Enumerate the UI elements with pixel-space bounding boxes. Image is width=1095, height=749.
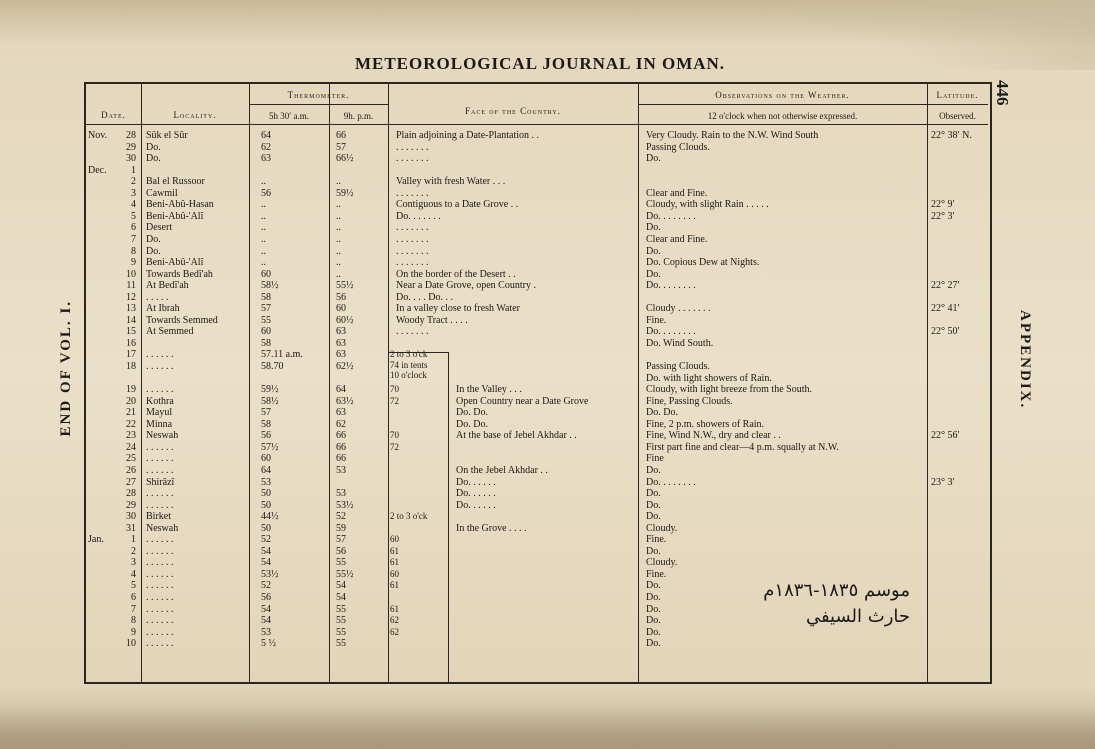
day-cell: 26 <box>126 464 136 476</box>
therm-am-cell: .. <box>261 257 266 269</box>
therm-am-cell: 58½ <box>261 280 279 292</box>
header-thermometer: Thermometer. <box>287 90 350 100</box>
day-cell: 31 <box>126 522 136 534</box>
therm-am-cell: 58 <box>261 291 271 303</box>
observation-cell: Do. Do. <box>646 407 678 419</box>
locality-cell: . . . . . . <box>146 603 174 615</box>
locality-cell: . . . . . . <box>146 453 174 465</box>
therm-pm-cell: .. <box>336 268 341 280</box>
time-reading-cell: 61 <box>390 557 399 568</box>
day-cell: 11 <box>126 280 136 292</box>
latitude-cell: 22° 27′ <box>931 280 960 292</box>
observation-cell: Do. <box>646 268 661 280</box>
header-bottom-rule <box>86 124 988 125</box>
face-cell: On the border of the Desert . . <box>396 268 516 280</box>
day-cell: 3 <box>131 187 136 199</box>
therm-pm-cell: 55 <box>336 638 346 650</box>
page-fold-shadow <box>795 0 1095 70</box>
therm-am-cell: 54 <box>261 557 271 569</box>
therm-pm-cell: 64 <box>336 384 346 396</box>
face-cell: At the base of Jebel Akhdar . . <box>456 430 577 442</box>
header-observations-sub: 12 o'clock when not otherwise expressed. <box>707 111 858 121</box>
therm-pm-cell: 66 <box>336 441 346 453</box>
page-bottom-edge <box>0 709 1095 749</box>
time-reading-cell: 72 <box>390 441 399 452</box>
therm-am-cell: 58.70 <box>261 361 284 372</box>
observation-cell: Passing Clouds. <box>646 361 710 372</box>
therm-am-cell: 44½ <box>261 511 279 523</box>
latitude-cell: 22° 41′ <box>931 303 960 315</box>
therm-pm-cell: 63 <box>336 349 346 361</box>
therm-am-cell: .. <box>261 222 266 234</box>
therm-pm-cell: 63 <box>336 407 346 419</box>
header-latitude: Latitude. <box>936 90 979 100</box>
face-cell: . . . . . . . <box>396 222 429 234</box>
locality-cell: . . . . . . <box>146 568 174 580</box>
observation-cell: Do. <box>646 464 661 476</box>
locality-cell: . . . . . . <box>146 626 174 638</box>
column-rule <box>329 84 330 682</box>
column-rule <box>141 84 142 682</box>
face-cell: Do. . . . . . . <box>396 210 441 222</box>
observation-cell: Do. Wind South. <box>646 337 714 349</box>
locality-cell: . . . . . . <box>146 534 174 546</box>
therm-pm-cell: 62½ <box>336 361 354 372</box>
locality-cell: At Semmed <box>146 326 194 338</box>
time-reading-cell: 60 <box>390 534 399 545</box>
therm-am-cell: 54 <box>261 615 271 627</box>
therm-am-cell: 60 <box>261 326 271 338</box>
therm-pm-cell: 55 <box>336 603 346 615</box>
face-cell: Do. . . . . . <box>456 499 496 511</box>
observation-cell: Do. <box>646 488 661 500</box>
therm-am-cell: .. <box>261 210 266 222</box>
header-rule <box>638 104 988 105</box>
day-cell: 9 <box>131 257 136 269</box>
face-cell: . . . . . . . <box>396 326 429 338</box>
face-cell: . . . . . . . <box>396 187 429 199</box>
day-cell: 20 <box>126 395 136 407</box>
therm-am-cell: 59½ <box>261 384 279 396</box>
observation-cell: Do. <box>646 592 661 603</box>
day-cell: 1 <box>131 534 136 546</box>
observation-cell: Do. <box>646 545 661 557</box>
observation-cell: Do. . . . . . . . <box>646 280 696 292</box>
day-cell: 8 <box>131 615 136 627</box>
therm-pm-cell: 54 <box>336 580 346 592</box>
observation-cell: Do. <box>646 603 661 615</box>
therm-am-cell: 60 <box>261 268 271 280</box>
observation-cell: Do. . . . . . . . <box>646 210 696 222</box>
therm-pm-cell: 53 <box>336 464 346 476</box>
therm-am-cell: 58 <box>261 337 271 349</box>
face-cell: . . . . . . . <box>396 233 429 245</box>
therm-am-cell: 58 <box>261 418 271 430</box>
header-therm-am: 5h 30′ a.m. <box>269 111 309 121</box>
therm-pm-cell: 66 <box>336 130 346 141</box>
therm-am-cell: 50 <box>261 522 271 534</box>
therm-am-cell: 54 <box>261 545 271 557</box>
locality-cell: Do. <box>146 153 161 165</box>
day-cell: 6 <box>131 592 136 603</box>
therm-pm-cell: .. <box>336 233 341 245</box>
face-cell: In the Valley . . . <box>456 384 522 396</box>
day-cell: 30 <box>126 153 136 165</box>
observation-cell: Fine. <box>646 314 667 326</box>
face-cell: Woody Tract . . . . <box>396 314 468 326</box>
therm-pm-cell: 66 <box>336 453 346 465</box>
therm-pm-cell: 63 <box>336 326 346 338</box>
locality-cell: Towards Semmed <box>146 314 218 326</box>
observation-cell: Fine, Passing Clouds. <box>646 395 733 407</box>
header-date: Date. <box>101 110 126 120</box>
therm-am-cell: .. <box>261 233 266 245</box>
time-reading-cell: 61 <box>390 580 399 591</box>
therm-am-cell: .. <box>261 199 266 211</box>
therm-pm-cell: 56 <box>336 545 346 557</box>
day-cell: 7 <box>131 233 136 245</box>
face-cell: Near a Date Grove, open Country . <box>396 280 536 292</box>
therm-pm-cell: 55½ <box>336 280 354 292</box>
day-cell: 21 <box>126 407 136 419</box>
column-rule <box>249 84 250 682</box>
face-cell: . . . . . . . <box>396 257 429 269</box>
day-cell: 22 <box>126 418 136 430</box>
therm-am-cell: 52 <box>261 534 271 546</box>
face-cell: . . . . . . . <box>396 245 429 257</box>
face-cell: In the Grove . . . . <box>456 522 527 534</box>
locality-cell: Birket <box>146 511 171 523</box>
therm-am-cell: .. <box>261 176 266 188</box>
time-reading-cell: 62 <box>390 615 399 626</box>
day-cell: 16 <box>126 337 136 349</box>
day-cell: 4 <box>131 568 136 580</box>
time-reading-cell: 61 <box>390 603 399 614</box>
day-cell: 3 <box>131 557 136 569</box>
face-cell: Do. Do. <box>456 418 488 430</box>
face-cell: In a valley close to fresh Water <box>396 303 520 315</box>
observation-cell: Do. Copious Dew at Nights. <box>646 257 760 269</box>
latitude-cell: 23° 3′ <box>931 476 955 488</box>
column-rule <box>388 84 389 682</box>
latitude-cell: 22° 50′ <box>931 326 960 338</box>
latitude-cell: 22° 9′ <box>931 199 955 211</box>
face-cell: . . . . . . . <box>396 153 429 165</box>
observation-cell: Do. <box>646 245 661 257</box>
observation-cell: Cloudy, with light breeze from the South. <box>646 384 812 396</box>
observation-cell: Very Cloudy. Rain to the N.W. Wind South <box>646 130 819 141</box>
time-reading-cell: 62 <box>390 626 399 637</box>
therm-am-cell: 56 <box>261 187 271 199</box>
locality-cell: . . . . . . <box>146 499 174 511</box>
therm-pm-cell: 52 <box>336 511 346 523</box>
therm-am-cell: 64 <box>261 130 271 141</box>
observation-cell: Do. . . . . . . . <box>646 476 696 488</box>
locality-cell: Mayul <box>146 407 173 419</box>
therm-am-cell: 53 <box>261 626 271 638</box>
therm-am-cell: 56 <box>261 592 271 603</box>
observation-cell: Do. . . . . . . . <box>646 326 696 338</box>
therm-pm-cell: 55 <box>336 557 346 569</box>
locality-cell: Neswah <box>146 430 179 442</box>
time-reading-cell: 72 <box>390 395 399 406</box>
locality-cell: . . . . . . <box>146 557 174 569</box>
therm-pm-cell: .. <box>336 199 341 211</box>
day-cell: 29 <box>126 499 136 511</box>
therm-pm-cell: 55 <box>336 626 346 638</box>
observation-cell: Fine, Wind N.W., dry and clear . . <box>646 430 781 442</box>
face-cell: . . . . . . . <box>396 141 429 153</box>
face-cell: Do. . . . Do. . . <box>396 291 453 303</box>
observation-cell: Fine. <box>646 568 667 580</box>
day-cell: 10 <box>126 638 136 650</box>
month-cell: Nov. <box>88 130 108 141</box>
locality-cell: . . . . . . <box>146 615 174 627</box>
locality-cell: . . . . . . <box>146 592 174 603</box>
observation-cell: Do. <box>646 222 661 234</box>
observation-cell: Fine. <box>646 534 667 546</box>
observation-cell: Do. <box>646 153 661 165</box>
therm-pm-cell: 57 <box>336 141 346 153</box>
locality-cell: . . . . . . <box>146 349 174 361</box>
header-therm-pm: 9h. p.m. <box>343 111 374 121</box>
observation-cell: Cloudy, with slight Rain . . . . . <box>646 199 769 211</box>
locality-cell: . . . . . . <box>146 580 174 592</box>
therm-pm-cell: 59 <box>336 522 346 534</box>
locality-cell: At Bedî'ah <box>146 280 189 292</box>
therm-am-cell: 50 <box>261 488 271 500</box>
observation-cell: Do. <box>646 499 661 511</box>
locality-cell: Do. <box>146 141 161 153</box>
face-cell: Open Country near a Date Grove <box>456 395 589 407</box>
observation-cell: Do. with light showers of Rain. <box>646 372 772 384</box>
day-cell: 6 <box>131 222 136 234</box>
observation-cell: First part fine and clear—4 p.m. squally at N.W. <box>646 441 839 453</box>
therm-am-cell: 60 <box>261 453 271 465</box>
observation-cell: Clear and Fine. <box>646 187 708 199</box>
observation-cell: Clear and Fine. <box>646 233 708 245</box>
locality-cell: Cawmil <box>146 187 178 199</box>
therm-pm-cell: .. <box>336 210 341 222</box>
day-cell: 18 <box>126 361 136 372</box>
time-reading-cell: 61 <box>390 545 399 556</box>
locality-cell: . . . . . . <box>146 361 174 372</box>
locality-cell: Towards Bedî'ah <box>146 268 213 280</box>
locality-cell: Desert <box>146 222 173 234</box>
locality-cell: . . . . . . <box>146 488 174 500</box>
day-cell: 12 <box>126 291 136 303</box>
locality-cell: Sûk el Sûr <box>146 130 188 141</box>
day-cell: 28 <box>126 488 136 500</box>
therm-am-cell: 57.11 a.m. <box>261 349 303 361</box>
header-observations: Observations on the Weather. <box>715 90 850 100</box>
latitude-cell: 22° 56′ <box>931 430 960 442</box>
day-cell: 17 <box>126 349 136 361</box>
page-title: METEOROLOGICAL JOURNAL IN OMAN. <box>354 54 726 73</box>
column-rule-time <box>448 352 449 682</box>
day-cell: 5 <box>131 210 136 222</box>
therm-pm-cell: 66½ <box>336 153 354 165</box>
month-cell: Dec. <box>88 164 107 176</box>
therm-am-cell: 54 <box>261 603 271 615</box>
therm-am-cell: .. <box>261 245 266 257</box>
observation-cell: Cloudy. <box>646 557 678 569</box>
day-cell: 27 <box>126 476 136 488</box>
therm-am-cell: 5 ½ <box>261 638 276 650</box>
face-cell: Do. Do. <box>456 407 488 419</box>
header-rule <box>249 104 388 105</box>
therm-am-cell: 52 <box>261 580 271 592</box>
day-cell: 14 <box>126 314 136 326</box>
therm-pm-cell: 54 <box>336 592 346 603</box>
locality-cell: . . . . . . <box>146 464 174 476</box>
day-cell: 23 <box>126 430 136 442</box>
observation-cell: Cloudy. <box>646 522 678 534</box>
time-reading-cell: 70 <box>390 430 399 441</box>
day-cell: 24 <box>126 441 136 453</box>
therm-pm-cell: 53½ <box>336 499 354 511</box>
page-number: 446 <box>993 80 1012 106</box>
column-rule <box>927 84 928 682</box>
observation-cell: Fine <box>646 453 664 465</box>
locality-cell: . . . . . <box>146 291 169 303</box>
therm-pm-cell: 63½ <box>336 395 354 407</box>
observation-cell: Fine, 2 p.m. showers of Rain. <box>646 418 765 430</box>
therm-am-cell: 55 <box>261 314 271 326</box>
locality-cell: Bal el Russoor <box>146 176 205 188</box>
day-cell: 30 <box>126 511 136 523</box>
time-reading-cell: 2 to 3 o'ck <box>390 349 428 360</box>
day-cell: 19 <box>126 384 136 396</box>
left-margin-text: END OF VOL. I. <box>58 300 74 437</box>
locality-cell: . . . . . . <box>146 638 174 650</box>
day-cell: 10 <box>126 268 136 280</box>
locality-cell: . . . . . . <box>146 545 174 557</box>
locality-cell: Beni-Abû-'Alî <box>146 257 204 269</box>
observation-cell: Cloudy . . . . . . . <box>646 303 711 315</box>
day-cell: 8 <box>131 245 136 257</box>
locality-cell: Do. <box>146 233 161 245</box>
therm-pm-cell: 57 <box>336 534 346 546</box>
therm-am-cell: 63 <box>261 153 271 165</box>
therm-am-cell: 56 <box>261 430 271 442</box>
time-reading-cell: 70 <box>390 384 399 395</box>
face-cell: Contiguous to a Date Grove . . <box>396 199 519 211</box>
day-cell: 15 <box>126 326 136 338</box>
face-cell: Plain adjoining a Date-Plantation . . <box>396 130 540 141</box>
day-cell: 9 <box>131 626 136 638</box>
day-cell: 25 <box>126 453 136 465</box>
locality-cell: Do. <box>146 245 161 257</box>
therm-pm-cell: 62 <box>336 418 346 430</box>
locality-cell: . . . . . . <box>146 384 174 396</box>
observation-cell: Do. <box>646 580 661 592</box>
locality-cell: Minna <box>146 418 173 430</box>
therm-am-cell: 50 <box>261 499 271 511</box>
locality-cell: Shirâzî <box>146 476 175 488</box>
time-reading-cell: 60 <box>390 568 399 579</box>
day-cell: 4 <box>131 199 136 211</box>
observation-cell: Passing Clouds. <box>646 141 710 153</box>
face-cell: Valley with fresh Water . . . <box>396 176 506 188</box>
observation-cell: Do. <box>646 615 661 627</box>
day-cell: 13 <box>126 303 136 315</box>
day-cell: 2 <box>131 545 136 557</box>
header-locality: Locality. <box>173 110 217 120</box>
locality-cell: At Ibrah <box>146 303 180 315</box>
therm-pm-cell: 59½ <box>336 187 354 199</box>
therm-am-cell: 62 <box>261 141 271 153</box>
day-cell: 2 <box>131 176 136 188</box>
therm-am-cell: 64 <box>261 464 271 476</box>
watermark-line-2: حارث السيفي <box>805 606 910 627</box>
observation-cell: Do. <box>646 511 661 523</box>
therm-pm-cell: .. <box>336 257 341 269</box>
therm-pm-cell: 60½ <box>336 314 354 326</box>
day-cell: 28 <box>126 130 136 141</box>
face-cell: Do. . . . . . <box>456 476 496 488</box>
therm-pm-cell: .. <box>336 245 341 257</box>
therm-am-cell: 57½ <box>261 441 279 453</box>
time-reading-cell: 10 o'clock <box>390 369 427 380</box>
therm-pm-cell: .. <box>336 222 341 234</box>
therm-pm-cell: 56 <box>336 291 346 303</box>
time-reading-cell: 2 to 3 o'ck <box>390 511 428 522</box>
locality-cell: Beni-Abû-'Alî <box>146 210 204 222</box>
month-cell: Jan. <box>88 534 104 546</box>
therm-am-cell: 57 <box>261 303 271 315</box>
locality-cell: . . . . . . <box>146 441 174 453</box>
observation-cell: Do. <box>646 638 661 650</box>
locality-cell: Beni-Abû-Hasan <box>146 199 214 211</box>
latitude-cell: 22° 38′ N. <box>931 130 972 141</box>
day-cell: 1 <box>131 164 136 176</box>
therm-pm-cell: .. <box>336 176 341 188</box>
header-face: Face of the Country. <box>464 106 561 116</box>
therm-am-cell: 58½ <box>261 395 279 407</box>
locality-cell: Kothra <box>146 395 174 407</box>
day-cell: 29 <box>126 141 136 153</box>
face-cell: Do. . . . . . <box>456 488 496 500</box>
locality-cell: Neswah <box>146 522 179 534</box>
column-rule <box>638 84 639 682</box>
watermark-line-1: موسم ١٨٣٥-١٨٣٦م <box>763 580 910 601</box>
time-reading-cell: 74 in tents <box>390 359 428 370</box>
header-latitude-sub: Observed. <box>939 111 976 121</box>
therm-pm-cell: 66 <box>336 430 346 442</box>
therm-pm-cell: 63 <box>336 337 346 349</box>
watermark <box>700 578 910 630</box>
day-cell: 5 <box>131 580 136 592</box>
therm-pm-cell: 55½ <box>336 568 354 580</box>
face-cell: On the Jebel Akhdar . . <box>456 464 548 476</box>
therm-am-cell: 53½ <box>261 568 279 580</box>
right-margin-text: APPENDIX. <box>1017 310 1033 410</box>
therm-pm-cell: 60 <box>336 303 346 315</box>
observation-cell: Do. <box>646 626 661 638</box>
therm-am-cell: 57 <box>261 407 271 419</box>
therm-pm-cell: 53 <box>336 488 346 500</box>
therm-am-cell: 53 <box>261 476 271 488</box>
day-cell: 7 <box>131 603 136 615</box>
therm-pm-cell: 55 <box>336 615 346 627</box>
latitude-cell: 22° 3′ <box>931 210 955 222</box>
